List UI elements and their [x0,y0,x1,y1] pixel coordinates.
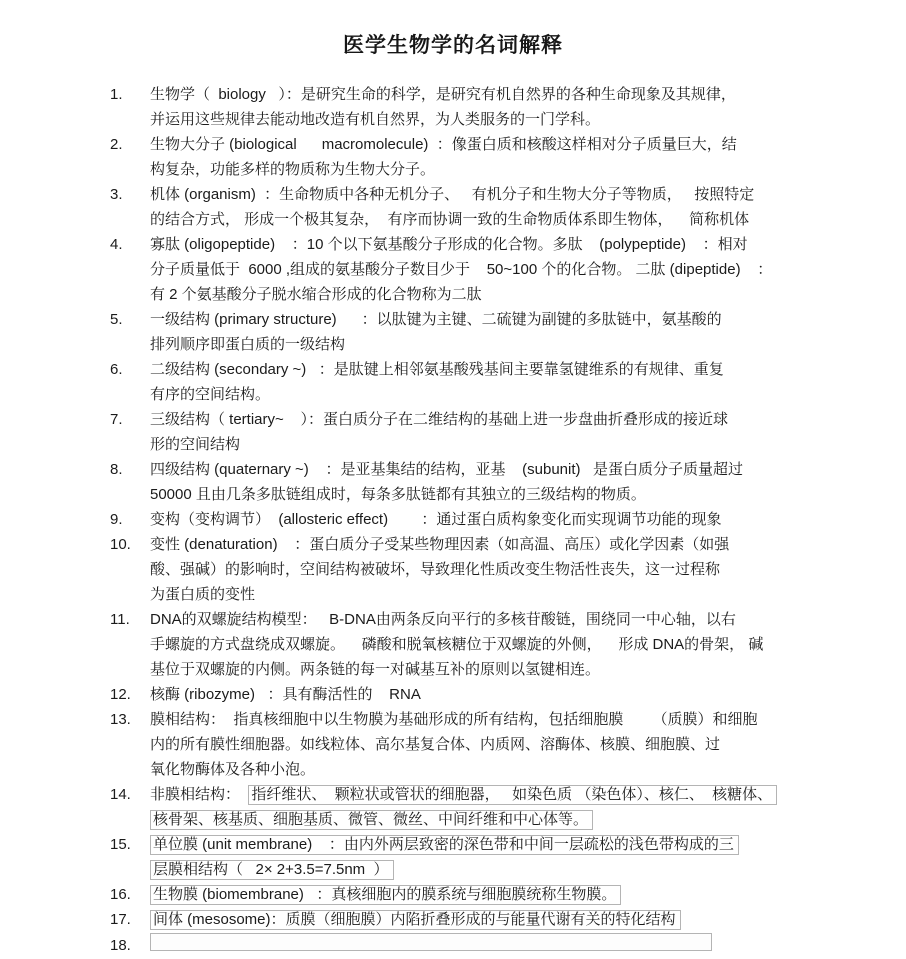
item-line [150,257,794,282]
item-content [150,307,794,357]
item-content [150,82,794,132]
list-item [110,832,794,882]
item-content [150,907,794,932]
list-item [110,232,794,307]
plain-text: 的结合方式， 形成一个极其复杂， 有序而协调一致的生命物质体系即生物体， 简称机体 [150,211,750,228]
plain-text: 三级结构（ tertiary~ ）：蛋白质分子在二维结构的基础上进一步盘曲折叠形成的接近球 [150,411,728,428]
item-line [150,132,794,157]
plain-text: 四级结构 (quaternary ~) ：是亚基集结的结构，亚基 (subunit) 是蛋白质分子质量超过 [150,461,744,478]
item-content [150,407,794,457]
plain-text: 氧化物酶体及各种小泡。 [150,761,316,778]
item-line [150,332,794,357]
definition-list [0,82,906,959]
boxed-text [150,933,712,951]
plain-text: 分子质量低于 6000 ,组成的氨基酸分子数目少于 50~100 个的化合物。 二肽 (dipeptide) ： [150,261,773,278]
item-number: 2. [110,136,123,153]
boxed-text: 间体 (mesosome)：质膜（细胞膜）内陷折叠形成的与能量代谢有关的特化结构 [150,910,681,930]
plain-text: 生物学（ biology ）：是研究生命的科学，是研究有机自然界的各种生命现象及其规律， [150,86,736,103]
item-number: 16. [110,886,131,903]
item-line [150,632,794,657]
list-item [110,407,794,457]
plain-text: 50000 且由几条多肽链组成时，每条多肽链都有其独立的三级结构的物质。 [150,486,646,503]
page-title: 医学生物学的名词解释 [343,34,563,57]
item-number: 13. [110,711,131,728]
item-line [150,782,794,807]
item-content [150,682,794,707]
list-item [110,607,794,682]
item-content [150,357,794,407]
item-content [150,882,794,907]
item-content [150,182,794,232]
list-item [110,182,794,232]
list-item [110,907,794,932]
item-line [150,607,794,632]
item-number: 5. [110,311,123,328]
item-line [150,707,794,732]
boxed-text: 指纤维状、 颗粒状或管状的细胞器， 如染色质 （染色体）、核仁、 核糖体、 [248,785,777,805]
item-content [150,933,794,959]
list-item [110,707,794,782]
item-line [150,207,794,232]
item-line [150,232,794,257]
item-number: 6. [110,361,123,378]
item-line [150,307,794,332]
item-number: 12. [110,686,131,703]
item-number: 1. [110,86,123,103]
item-line [150,432,794,457]
plain-text: 手螺旋的方式盘绕成双螺旋。 磷酸和脱氧核糖位于双螺旋的外侧， 形成 DNA的骨架， 碱 [150,636,764,653]
plain-text: 一级结构 (primary structure) ：以肽键为主键、二硫键为副键的多肽链中，氨基酸的 [150,311,722,328]
item-line [150,557,794,582]
plain-text: 内的所有膜性细胞器。如线粒体、高尔基复合体、内质网、溶酶体、核膜、细胞膜、过 [150,736,721,753]
plain-text: 寡肽 (oligopeptide) ：10 个以下氨基酸分子形成的化合物。多肽 (polypeptide) ：相对 [150,236,748,253]
list-item [110,132,794,182]
list-item [110,682,794,707]
item-line [150,407,794,432]
item-line [150,357,794,382]
plain-text: 变性 (denaturation) ：蛋白质分子受某些物理因素（如高温、高压）或化学因素（如强 [150,536,730,553]
item-number: 10. [110,536,131,553]
item-line [150,507,794,532]
list-item [110,82,794,132]
item-line [150,657,794,682]
item-content [150,707,794,782]
item-line [150,182,794,207]
item-content [150,832,794,882]
plain-text: 变构（变构调节） (allosteric effect) ：通过蛋白质构象变化而实现调节功能的现象 [150,511,722,528]
item-line [150,582,794,607]
list-item [110,882,794,907]
plain-text: DNA的双螺旋结构模型： B-DNA由两条反向平行的多核苷酸链，围绕同一中心轴，以右 [150,611,736,628]
plain-text: 酸、强碱）的影响时，空间结构被破坏，导致理化性质改变生物活性丧失，这一过程称 [150,561,721,578]
item-content [150,457,794,507]
item-content [150,607,794,682]
plain-text: 形的空间结构 [150,436,241,453]
item-content [150,232,794,307]
boxed-text: 核骨架、核基质、细胞基质、微管、微丝、中间纤维和中心体等。 [150,810,593,830]
item-number: 11. [110,611,130,628]
boxed-text: 层膜相结构（ 2× 2+3.5=7.5nm ） [150,860,394,880]
item-number: 8. [110,461,123,478]
list-item [110,532,794,607]
list-item [110,307,794,357]
item-content [150,782,794,832]
item-line [150,382,794,407]
plain-text: 构复杂，功能多样的物质称为生物大分子。 [150,161,436,178]
item-content [150,532,794,607]
item-line [150,832,794,857]
item-line [150,933,794,959]
item-line [150,682,794,707]
item-line [150,882,794,907]
list-item [110,457,794,507]
plain-text: 有 2 个氨基酸分子脱水缩合形成的化合物称为二肽 [150,286,482,303]
item-line [150,282,794,307]
boxed-text: 单位膜 (unit membrane) ：由内外两层致密的深色带和中间一层疏松的浅色带构成的三 [150,835,739,855]
item-number: 14. [110,786,131,803]
item-line [150,732,794,757]
list-item [110,507,794,532]
item-number: 18. [110,937,131,954]
item-line [150,482,794,507]
item-line [150,157,794,182]
list-item [110,933,794,959]
list-item [110,782,794,832]
item-number: 9. [110,511,123,528]
plain-text: 基位于双螺旋的内侧。两条链的每一对碱基互补的原则以氢键相连。 [150,661,601,678]
item-content [150,132,794,182]
plain-text: 有序的空间结构。 [150,386,271,403]
item-number: 17. [110,911,131,928]
item-line [150,457,794,482]
item-line [150,857,794,882]
plain-text: 生物大分子 (biological macromolecule) ：像蛋白质和核酸这样相对分子质量巨大，结 [150,136,737,153]
item-content [150,507,794,532]
boxed-text: 生物膜 (biomembrane) ：真核细胞内的膜系统与细胞膜统称生物膜。 [150,885,621,905]
plain-text: 排列顺序即蛋白质的一级结构 [150,336,346,353]
list-item [110,357,794,407]
plain-text: 非膜相结构： [150,786,249,803]
item-line [150,82,794,107]
plain-text: 二级结构 (secondary ~) ：是肽键上相邻氨基酸残基间主要靠氢键维系的有规律、重复 [150,361,724,378]
item-line [150,807,794,832]
item-line [150,757,794,782]
plain-text: 核酶 (ribozyme) ：具有酶活性的 RNA [150,686,421,703]
plain-text: 机体 (organism) ：生命物质中各种无机分子、 有机分子和生物大分子等物质， 按照特定 [150,186,755,203]
plain-text: 膜相结构： 指真核细胞中以生物膜为基础形成的所有结构，包括细胞膜 （质膜）和细胞 [150,711,758,728]
item-line [150,532,794,557]
item-number: 3. [110,186,123,203]
item-number: 7. [110,411,123,428]
item-number: 15. [110,836,131,853]
item-line [150,107,794,132]
plain-text: 为蛋白质的变性 [150,586,256,603]
plain-text: 并运用这些规律去能动地改造有机自然界，为人类服务的一门学科。 [150,111,601,128]
item-number: 4. [110,236,123,253]
item-line [150,907,794,932]
